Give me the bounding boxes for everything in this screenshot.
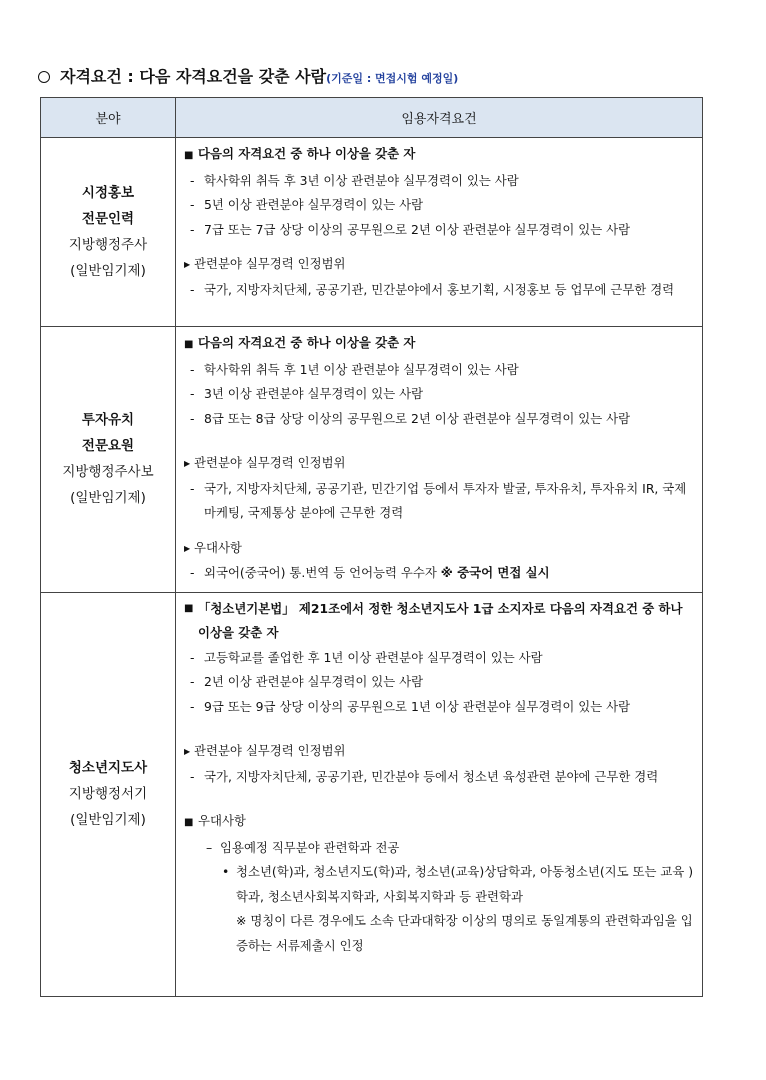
triangle-bullet-icon: ▶	[184, 543, 191, 553]
field-cell	[41, 592, 176, 996]
list-item: ※ 명칭이 다른 경우에도 소속 단과대학장 이상의 명의로 동일계통의 관련학과임을 입증하는 서류제출시 인정	[236, 913, 693, 953]
list-item: - 외국어(중국어) 통.번역 등 언어능력 우수자 ※ 중국어 면접 실시	[190, 565, 550, 580]
interview-note: ※ 중국어 면접 실시	[440, 565, 550, 580]
heading-sub: (기준일 : 면접시험 예정일)	[326, 72, 459, 85]
list-item: - 9급 또는 9급 상당 이상의 공무원으로 1년 이상 관련분야 실무경력이 있는 사람	[190, 698, 631, 714]
field-cell	[41, 327, 176, 593]
list-item: ■ 우대사항	[184, 809, 696, 836]
list-item: - 학사학위 취득 후 1년 이상 관련분야 실무경력이 있는 사람	[190, 361, 519, 377]
table-row	[41, 592, 703, 996]
list-item: ■ 다음의 자격요건 중 하나 이상을 갖춘 자	[184, 142, 696, 169]
field-type: (일반임기제)	[70, 263, 146, 279]
requirements-cell	[176, 592, 703, 996]
field-grade: 지방행정주사보	[62, 464, 154, 481]
square-bullet-icon: ■	[184, 602, 194, 614]
triangle-bullet-icon: ▶	[184, 747, 191, 756]
list-item: - 고등학교를 졸업한 후 1년 이상 관련분야 실무경력이 있는 사람	[190, 649, 543, 665]
square-bullet-icon: ■	[184, 817, 194, 828]
list-item: ▶ 관련분야 실무경력 인정범위	[184, 451, 696, 477]
list-item: - 8급 또는 8급 상당 이상의 공무원으로 2년 이상 관련분야 실무경력이 있는 사람	[190, 410, 631, 426]
square-bullet-icon: ■	[184, 339, 194, 350]
list-item: ■ 「청소년기본법」 제21조에서 정한 청소년지도사 1급 소지자로 다음의 자격요건 중 하나 이상을 갖춘 자	[184, 597, 696, 646]
triangle-bullet-icon: ▶	[184, 260, 191, 269]
list-item: - 5년 이상 관련분야 실무경력이 있는 사람	[190, 197, 424, 212]
field-name: 청소년지도사	[68, 760, 148, 776]
requirements-cell	[176, 327, 703, 593]
header-requirements: 임용자격요건	[176, 98, 703, 138]
list-item: - 국가, 지방자치단체, 공공기관, 민간분야 등에서 청소년 육성관련 분야에 근무한 경력	[190, 768, 659, 784]
list-item: ▶ 우대사항	[184, 536, 696, 562]
field-name: 시정홍보	[81, 185, 135, 201]
triangle-bullet-icon: ▶	[184, 459, 191, 468]
table-header-row	[41, 98, 703, 138]
field-grade: 지방행정서기	[68, 786, 148, 802]
list-item: - 학사학위 취득 후 3년 이상 관련분야 실무경력이 있는 사람	[190, 172, 519, 188]
list-item: ▶ 관련분야 실무경력 인정범위	[184, 739, 696, 765]
table-row	[41, 138, 703, 327]
section-heading	[38, 64, 458, 87]
list-item: - 국가, 지방자치단체, 공공기관, 민간기업 등에서 투자자 발굴, 투자유치, 투자유치 IR, 국제마케팅, 국제통상 분야에 근무한 경력	[190, 480, 687, 520]
list-item: ■ 다음의 자격요건 중 하나 이상을 갖춘 자	[184, 331, 696, 358]
field-name: 투자유치	[81, 412, 135, 429]
list-item: - 국가, 지방자치단체, 공공기관, 민간분야에서 홍보기획, 시정홍보 등 업무에 근무한 경력	[190, 281, 675, 297]
circle-bullet-icon	[38, 71, 50, 83]
list-item: - 7급 또는 7급 상당 이상의 공무원으로 2년 이상 관련분야 실무경력이 있는 사람	[190, 221, 631, 237]
list-item: ▶ 관련분야 실무경력 인정범위	[184, 252, 696, 278]
list-item: - 3년 이상 관련분야 실무경력이 있는 사람	[190, 386, 424, 401]
square-bullet-icon: ■	[184, 150, 194, 161]
field-name: 전문요원	[81, 438, 135, 455]
field-grade: 지방행정주사	[68, 237, 148, 253]
field-type: (일반임기제)	[70, 490, 146, 507]
heading-main: 자격요건 : 다음 자격요건을 갖춘 사람	[60, 67, 327, 86]
list-item: - 2년 이상 관련분야 실무경력이 있는 사람	[190, 674, 424, 689]
field-cell	[41, 138, 176, 327]
list-item: – 임용예정 직무분야 관련학과 전공	[206, 839, 400, 855]
field-name: 전문인력	[81, 211, 135, 227]
dot-bullet-icon: •	[222, 864, 230, 879]
header-field: 분야	[41, 98, 176, 138]
table-row	[41, 327, 703, 593]
requirements-cell	[176, 138, 703, 327]
field-type: (일반임기제)	[70, 812, 146, 828]
list-item: • 청소년(학)과, 청소년지도(학)과, 청소년(교육)상담학과, 아동청소년(지도 또는 교육 )학과, 청소년사회복지학과, 사회복지학과 등 관련학과	[184, 860, 696, 909]
requirements-table	[40, 97, 703, 997]
